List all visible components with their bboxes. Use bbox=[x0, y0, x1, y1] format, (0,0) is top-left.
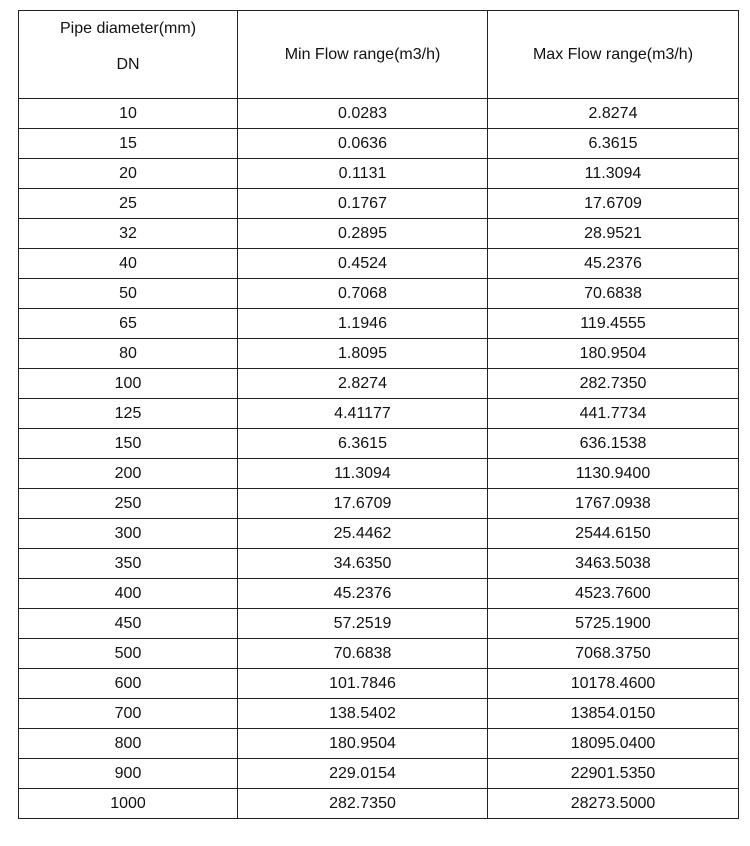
cell-max-flow: 1130.9400 bbox=[488, 459, 739, 489]
cell-min-flow: 34.6350 bbox=[238, 549, 488, 579]
table-row bbox=[19, 459, 739, 489]
cell-min-flow: 1.8095 bbox=[238, 339, 488, 369]
cell-pipe-diameter: 250 bbox=[19, 489, 238, 519]
cell-max-flow: 11.3094 bbox=[488, 159, 739, 189]
cell-pipe-diameter: 25 bbox=[19, 189, 238, 219]
table-row bbox=[19, 639, 739, 669]
cell-max-flow: 6.3615 bbox=[488, 129, 739, 159]
cell-pipe-diameter: 65 bbox=[19, 309, 238, 339]
table-row bbox=[19, 309, 739, 339]
cell-min-flow: 11.3094 bbox=[238, 459, 488, 489]
cell-pipe-diameter: 600 bbox=[19, 669, 238, 699]
table-row bbox=[19, 699, 739, 729]
cell-pipe-diameter: 350 bbox=[19, 549, 238, 579]
table-row bbox=[19, 249, 739, 279]
table-row bbox=[19, 339, 739, 369]
table-row bbox=[19, 789, 739, 819]
cell-pipe-diameter: 500 bbox=[19, 639, 238, 669]
cell-pipe-diameter: 200 bbox=[19, 459, 238, 489]
cell-min-flow: 1.1946 bbox=[238, 309, 488, 339]
header-pipe-diameter-label: Pipe diameter(mm) bbox=[59, 19, 197, 37]
header-max-flow: Max Flow range(m3/h) bbox=[488, 11, 739, 99]
cell-max-flow: 28273.5000 bbox=[488, 789, 739, 819]
cell-max-flow: 636.1538 bbox=[488, 429, 739, 459]
cell-min-flow: 0.4524 bbox=[238, 249, 488, 279]
cell-max-flow: 2.8274 bbox=[488, 99, 739, 129]
table-row bbox=[19, 519, 739, 549]
cell-max-flow: 28.9521 bbox=[488, 219, 739, 249]
cell-min-flow: 0.0636 bbox=[238, 129, 488, 159]
cell-max-flow: 7068.3750 bbox=[488, 639, 739, 669]
cell-min-flow: 2.8274 bbox=[238, 369, 488, 399]
header-row bbox=[19, 11, 739, 99]
cell-min-flow: 138.5402 bbox=[238, 699, 488, 729]
cell-max-flow: 70.6838 bbox=[488, 279, 739, 309]
cell-min-flow: 57.2519 bbox=[238, 609, 488, 639]
cell-min-flow: 180.9504 bbox=[238, 729, 488, 759]
cell-pipe-diameter: 1000 bbox=[19, 789, 238, 819]
cell-max-flow: 1767.0938 bbox=[488, 489, 739, 519]
cell-pipe-diameter: 20 bbox=[19, 159, 238, 189]
cell-pipe-diameter: 15 bbox=[19, 129, 238, 159]
cell-pipe-diameter: 100 bbox=[19, 369, 238, 399]
cell-min-flow: 229.0154 bbox=[238, 759, 488, 789]
header-dn-label: DN bbox=[116, 55, 140, 73]
cell-min-flow: 101.7846 bbox=[238, 669, 488, 699]
table-row bbox=[19, 669, 739, 699]
table-row bbox=[19, 279, 739, 309]
cell-min-flow: 17.6709 bbox=[238, 489, 488, 519]
cell-pipe-diameter: 125 bbox=[19, 399, 238, 429]
table-row bbox=[19, 159, 739, 189]
table-row bbox=[19, 609, 739, 639]
cell-min-flow: 45.2376 bbox=[238, 579, 488, 609]
cell-max-flow: 282.7350 bbox=[488, 369, 739, 399]
table-row bbox=[19, 129, 739, 159]
cell-max-flow: 119.4555 bbox=[488, 309, 739, 339]
cell-max-flow: 2544.6150 bbox=[488, 519, 739, 549]
cell-pipe-diameter: 10 bbox=[19, 99, 238, 129]
cell-min-flow: 25.4462 bbox=[238, 519, 488, 549]
cell-max-flow: 13854.0150 bbox=[488, 699, 739, 729]
cell-pipe-diameter: 400 bbox=[19, 579, 238, 609]
cell-pipe-diameter: 450 bbox=[19, 609, 238, 639]
cell-pipe-diameter: 300 bbox=[19, 519, 238, 549]
table-row bbox=[19, 399, 739, 429]
table-row bbox=[19, 189, 739, 219]
cell-pipe-diameter: 150 bbox=[19, 429, 238, 459]
table-row bbox=[19, 729, 739, 759]
header-min-flow: Min Flow range(m3/h) bbox=[238, 11, 488, 99]
cell-max-flow: 22901.5350 bbox=[488, 759, 739, 789]
cell-min-flow: 0.7068 bbox=[238, 279, 488, 309]
cell-pipe-diameter: 50 bbox=[19, 279, 238, 309]
cell-min-flow: 0.1767 bbox=[238, 189, 488, 219]
cell-min-flow: 0.2895 bbox=[238, 219, 488, 249]
cell-max-flow: 3463.5038 bbox=[488, 549, 739, 579]
cell-pipe-diameter: 80 bbox=[19, 339, 238, 369]
cell-max-flow: 45.2376 bbox=[488, 249, 739, 279]
table-row bbox=[19, 429, 739, 459]
cell-max-flow: 10178.4600 bbox=[488, 669, 739, 699]
cell-min-flow: 0.1131 bbox=[238, 159, 488, 189]
cell-max-flow: 4523.7600 bbox=[488, 579, 739, 609]
cell-max-flow: 17.6709 bbox=[488, 189, 739, 219]
header-pipe-diameter bbox=[19, 11, 238, 99]
cell-min-flow: 0.0283 bbox=[238, 99, 488, 129]
cell-pipe-diameter: 700 bbox=[19, 699, 238, 729]
table-body bbox=[19, 99, 739, 819]
cell-pipe-diameter: 900 bbox=[19, 759, 238, 789]
table-row bbox=[19, 489, 739, 519]
cell-pipe-diameter: 800 bbox=[19, 729, 238, 759]
cell-pipe-diameter: 40 bbox=[19, 249, 238, 279]
table-row bbox=[19, 219, 739, 249]
table-row bbox=[19, 369, 739, 399]
cell-max-flow: 18095.0400 bbox=[488, 729, 739, 759]
cell-max-flow: 180.9504 bbox=[488, 339, 739, 369]
cell-max-flow: 5725.1900 bbox=[488, 609, 739, 639]
table-row bbox=[19, 549, 739, 579]
table-row bbox=[19, 759, 739, 789]
table-row bbox=[19, 99, 739, 129]
cell-min-flow: 282.7350 bbox=[238, 789, 488, 819]
cell-max-flow: 441.7734 bbox=[488, 399, 739, 429]
cell-min-flow: 6.3615 bbox=[238, 429, 488, 459]
cell-min-flow: 4.41177 bbox=[238, 399, 488, 429]
cell-min-flow: 70.6838 bbox=[238, 639, 488, 669]
table-row bbox=[19, 579, 739, 609]
cell-pipe-diameter: 32 bbox=[19, 219, 238, 249]
flow-range-table bbox=[18, 10, 739, 819]
